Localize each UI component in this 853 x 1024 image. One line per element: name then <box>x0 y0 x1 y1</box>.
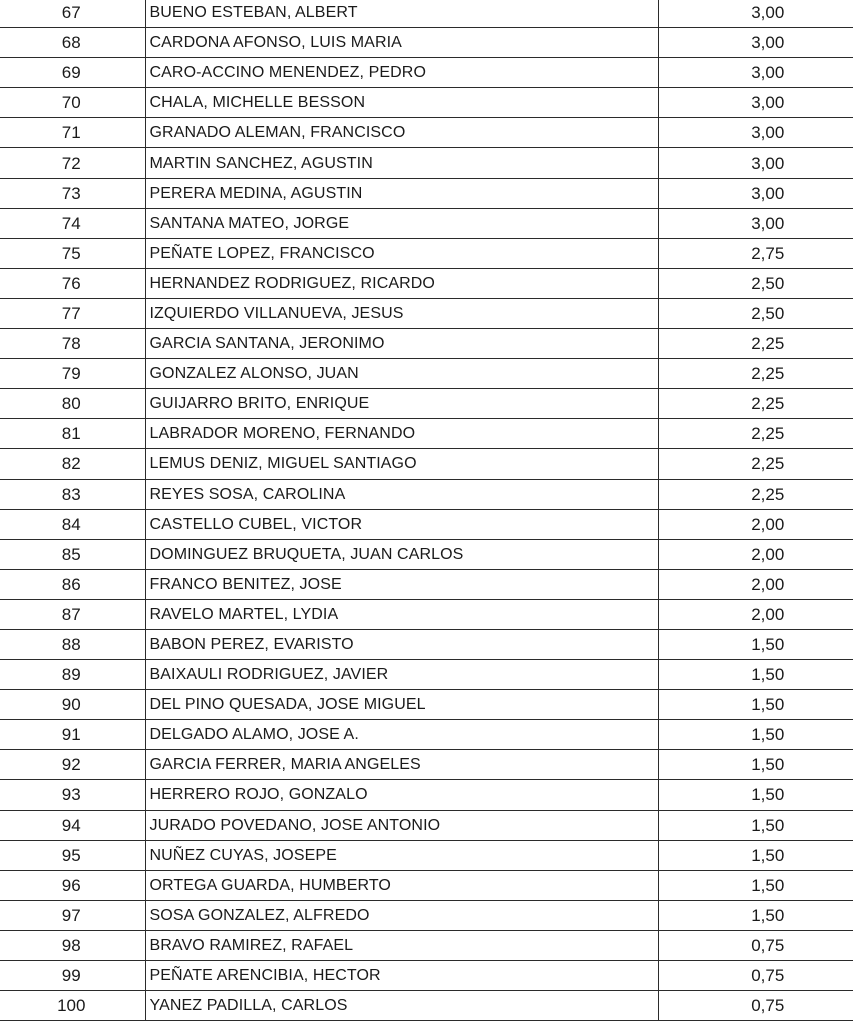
table-row <box>0 870 853 900</box>
rank-cell: 82 <box>0 449 145 479</box>
table-row <box>0 449 853 479</box>
table-row <box>0 118 853 148</box>
rank-cell: 98 <box>0 930 145 960</box>
rank-cell: 80 <box>0 389 145 419</box>
name-cell: GRANADO ALEMAN, FRANCISCO <box>145 118 658 148</box>
name-cell: GONZALEZ ALONSO, JUAN <box>145 359 658 389</box>
name-cell: CASTELLO CUBEL, VICTOR <box>145 509 658 539</box>
table-row <box>0 509 853 539</box>
table-row <box>0 690 853 720</box>
table-row <box>0 629 853 659</box>
table-row <box>0 208 853 238</box>
name-cell: YANEZ PADILLA, CARLOS <box>145 991 658 1021</box>
rank-cell: 93 <box>0 780 145 810</box>
table-row <box>0 900 853 930</box>
score-cell: 1,50 <box>658 720 853 750</box>
rank-cell: 99 <box>0 961 145 991</box>
rank-cell: 92 <box>0 750 145 780</box>
score-cell: 3,00 <box>658 0 853 28</box>
rank-cell: 90 <box>0 690 145 720</box>
score-cell: 1,50 <box>658 690 853 720</box>
name-cell: JURADO POVEDANO, JOSE ANTONIO <box>145 810 658 840</box>
score-cell: 1,50 <box>658 810 853 840</box>
rank-cell: 71 <box>0 118 145 148</box>
table-row <box>0 148 853 178</box>
table-row <box>0 58 853 88</box>
rank-cell: 75 <box>0 238 145 268</box>
name-cell: CARO-ACCINO MENENDEZ, PEDRO <box>145 58 658 88</box>
name-cell: PEÑATE LOPEZ, FRANCISCO <box>145 238 658 268</box>
table-row <box>0 419 853 449</box>
rank-cell: 69 <box>0 58 145 88</box>
rank-cell: 97 <box>0 900 145 930</box>
name-cell: CARDONA AFONSO, LUIS MARIA <box>145 28 658 58</box>
table-row <box>0 298 853 328</box>
table-row <box>0 268 853 298</box>
name-cell: GUIJARRO BRITO, ENRIQUE <box>145 389 658 419</box>
name-cell: PERERA MEDINA, AGUSTIN <box>145 178 658 208</box>
table-row <box>0 840 853 870</box>
table-row <box>0 88 853 118</box>
score-cell: 0,75 <box>658 930 853 960</box>
rank-cell: 73 <box>0 178 145 208</box>
rank-cell: 96 <box>0 870 145 900</box>
score-cell: 1,50 <box>658 780 853 810</box>
rank-cell: 77 <box>0 298 145 328</box>
score-cell: 3,00 <box>658 28 853 58</box>
rank-cell: 85 <box>0 539 145 569</box>
name-cell: MARTIN SANCHEZ, AGUSTIN <box>145 148 658 178</box>
score-cell: 3,00 <box>658 118 853 148</box>
table-row <box>0 389 853 419</box>
score-cell: 1,50 <box>658 750 853 780</box>
table-row <box>0 780 853 810</box>
rank-cell: 84 <box>0 509 145 539</box>
name-cell: SANTANA MATEO, JORGE <box>145 208 658 238</box>
score-cell: 3,00 <box>658 208 853 238</box>
score-cell: 0,75 <box>658 991 853 1021</box>
rank-cell: 86 <box>0 569 145 599</box>
rank-cell: 100 <box>0 991 145 1021</box>
rank-cell: 79 <box>0 359 145 389</box>
rank-cell: 74 <box>0 208 145 238</box>
name-cell: REYES SOSA, CAROLINA <box>145 479 658 509</box>
score-cell: 2,25 <box>658 449 853 479</box>
rank-cell: 87 <box>0 599 145 629</box>
score-cell: 3,00 <box>658 178 853 208</box>
table-row <box>0 660 853 690</box>
name-cell: BUENO ESTEBAN, ALBERT <box>145 0 658 28</box>
table-row <box>0 479 853 509</box>
rank-cell: 81 <box>0 419 145 449</box>
score-cell: 1,50 <box>658 629 853 659</box>
rank-cell: 95 <box>0 840 145 870</box>
score-cell: 3,00 <box>658 58 853 88</box>
table-row <box>0 599 853 629</box>
name-cell: NUÑEZ CUYAS, JOSEPE <box>145 840 658 870</box>
score-cell: 2,25 <box>658 479 853 509</box>
score-cell: 2,00 <box>658 599 853 629</box>
score-cell: 1,50 <box>658 660 853 690</box>
score-cell: 2,00 <box>658 569 853 599</box>
score-cell: 2,50 <box>658 268 853 298</box>
name-cell: BAIXAULI RODRIGUEZ, JAVIER <box>145 660 658 690</box>
name-cell: BRAVO RAMIREZ, RAFAEL <box>145 930 658 960</box>
score-cell: 2,00 <box>658 539 853 569</box>
table-row <box>0 539 853 569</box>
name-cell: IZQUIERDO VILLANUEVA, JESUS <box>145 298 658 328</box>
table-row <box>0 810 853 840</box>
table-row <box>0 930 853 960</box>
score-cell: 1,50 <box>658 840 853 870</box>
score-cell: 3,00 <box>658 88 853 118</box>
rank-cell: 72 <box>0 148 145 178</box>
name-cell: FRANCO BENITEZ, JOSE <box>145 569 658 599</box>
name-cell: HERNANDEZ RODRIGUEZ, RICARDO <box>145 268 658 298</box>
name-cell: DEL PINO QUESADA, JOSE MIGUEL <box>145 690 658 720</box>
rank-cell: 76 <box>0 268 145 298</box>
score-cell: 2,00 <box>658 509 853 539</box>
rank-cell: 91 <box>0 720 145 750</box>
score-cell: 2,25 <box>658 359 853 389</box>
name-cell: LABRADOR MORENO, FERNANDO <box>145 419 658 449</box>
score-cell: 2,50 <box>658 298 853 328</box>
score-cell: 3,00 <box>658 148 853 178</box>
table-row <box>0 991 853 1021</box>
rank-cell: 83 <box>0 479 145 509</box>
score-cell: 2,25 <box>658 419 853 449</box>
table-row <box>0 750 853 780</box>
table-row <box>0 28 853 58</box>
name-cell: GARCIA SANTANA, JERONIMO <box>145 329 658 359</box>
rank-cell: 78 <box>0 329 145 359</box>
rank-cell: 70 <box>0 88 145 118</box>
name-cell: LEMUS DENIZ, MIGUEL SANTIAGO <box>145 449 658 479</box>
table-row <box>0 569 853 599</box>
name-cell: HERRERO ROJO, GONZALO <box>145 780 658 810</box>
score-cell: 2,25 <box>658 329 853 359</box>
table-row <box>0 720 853 750</box>
name-cell: GARCIA FERRER, MARIA ANGELES <box>145 750 658 780</box>
name-cell: BABON PEREZ, EVARISTO <box>145 629 658 659</box>
rank-cell: 89 <box>0 660 145 690</box>
name-cell: DELGADO ALAMO, JOSE A. <box>145 720 658 750</box>
score-cell: 2,25 <box>658 389 853 419</box>
score-cell: 1,50 <box>658 900 853 930</box>
rank-cell: 94 <box>0 810 145 840</box>
table-row <box>0 359 853 389</box>
name-cell: SOSA GONZALEZ, ALFREDO <box>145 900 658 930</box>
score-cell: 2,75 <box>658 238 853 268</box>
name-cell: PEÑATE ARENCIBIA, HECTOR <box>145 961 658 991</box>
name-cell: ORTEGA GUARDA, HUMBERTO <box>145 870 658 900</box>
table-row <box>0 961 853 991</box>
table-row <box>0 0 853 28</box>
rank-cell: 68 <box>0 28 145 58</box>
table-row <box>0 238 853 268</box>
rank-cell: 67 <box>0 0 145 28</box>
name-cell: DOMINGUEZ BRUQUETA, JUAN CARLOS <box>145 539 658 569</box>
name-cell: CHALA, MICHELLE BESSON <box>145 88 658 118</box>
table-row <box>0 329 853 359</box>
score-cell: 0,75 <box>658 961 853 991</box>
rank-cell: 88 <box>0 629 145 659</box>
table-row <box>0 178 853 208</box>
score-cell: 1,50 <box>658 870 853 900</box>
name-cell: RAVELO MARTEL, LYDIA <box>145 599 658 629</box>
